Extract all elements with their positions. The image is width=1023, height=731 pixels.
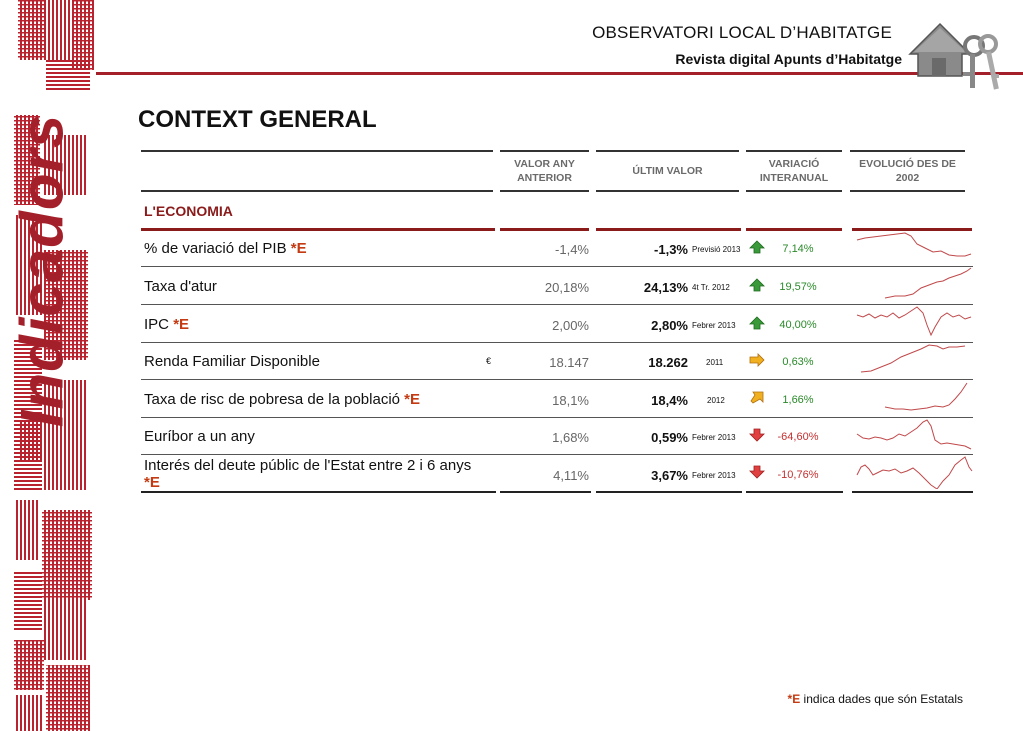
- header-last-label: ÚLTIM VALOR: [632, 165, 703, 177]
- prev-value: 1,68%: [552, 430, 589, 445]
- variation-value: 40,00%: [779, 319, 817, 331]
- row-label-text: Euríbor a un any: [144, 428, 255, 445]
- row-divider: [141, 454, 973, 455]
- last-value: 18.262: [648, 355, 688, 370]
- sidebar-title: Indicadors: [8, 113, 76, 428]
- arrow-right-icon: [749, 353, 765, 367]
- header-subtitle: Revista digital Apunts d’Habitatge: [675, 51, 902, 67]
- prev-value: 4,11%: [553, 468, 589, 483]
- estatal-mark: *E: [404, 391, 421, 408]
- variation-value: -10,76%: [777, 469, 819, 481]
- arrow-up-icon: [749, 278, 765, 292]
- variation-value: 0,63%: [782, 356, 814, 368]
- last-value: 18,4%: [651, 393, 688, 408]
- header-var-l2: INTERANUAL: [759, 172, 829, 184]
- table-row-label: [144, 240, 307, 257]
- estatal-mark: *E: [787, 692, 801, 706]
- sparkline-pobresa: [855, 379, 973, 413]
- header-evolution: [850, 150, 965, 192]
- sparkline-ipc: [855, 303, 973, 337]
- table-bottom-line: [500, 491, 591, 493]
- sparkline-atur: [855, 266, 973, 300]
- row-divider: [141, 266, 973, 267]
- prev-value: 20,18%: [544, 280, 589, 295]
- section-divider: [500, 228, 589, 231]
- row-divider: [141, 304, 973, 305]
- footnote-text: indica dades que són Estatals: [800, 692, 963, 706]
- arrow-diagonal-icon: [749, 390, 765, 404]
- period-label: Febrer 2013: [692, 433, 736, 442]
- row-label-text: Taxa d'atur: [144, 278, 217, 295]
- period-label: Febrer 2013: [692, 471, 736, 480]
- header-evo-l2: 2002: [895, 172, 920, 184]
- header-last-value: [596, 150, 739, 192]
- sidebar-decoration: [0, 0, 100, 731]
- period-label: Previsió 2013: [692, 245, 741, 254]
- header-label-col: [141, 150, 493, 192]
- table-row-label: [144, 316, 189, 333]
- arrow-up-icon: [749, 240, 765, 254]
- arrow-down-icon: [749, 465, 765, 479]
- prev-value: 18,1%: [552, 393, 589, 408]
- prev-value: 2,00%: [552, 318, 589, 333]
- header-prev-value: [500, 150, 589, 192]
- header-evo-l1: EVOLUCIÓ DES DE: [859, 158, 956, 170]
- row-label-text: Taxa de risc de pobresa de la població: [144, 391, 400, 408]
- row-label-text: IPC: [144, 316, 170, 333]
- header-prev-l1: VALOR ANY: [514, 158, 575, 170]
- table-row-label: [144, 353, 320, 370]
- row-divider: [141, 379, 973, 380]
- sparkline-deute: [855, 455, 973, 489]
- row-divider: [141, 342, 973, 343]
- section-title: L'ECONOMIA: [144, 203, 233, 219]
- arrow-up-icon: [749, 316, 765, 330]
- sparkline-renda: [855, 341, 973, 375]
- table-row-label: [144, 428, 255, 445]
- prev-value: 18.147: [549, 355, 589, 370]
- section-divider: [141, 228, 495, 231]
- estatal-mark: *E: [290, 240, 307, 257]
- last-value: 3,67%: [651, 468, 688, 483]
- section-divider: [596, 228, 741, 231]
- row-divider: [141, 417, 973, 418]
- sparkline-pib: [855, 230, 973, 264]
- header-title: OBSERVATORI LOCAL D’HABITATGE: [592, 23, 892, 42]
- section-divider: [746, 228, 842, 231]
- variation-value: 19,57%: [779, 281, 817, 293]
- row-label-text: % de variació del PIB: [144, 240, 287, 257]
- estatal-mark: *E: [144, 474, 160, 491]
- house-keys-logo: [900, 10, 1005, 98]
- period-label: 2011: [706, 358, 724, 367]
- last-value: 24,13%: [643, 280, 688, 295]
- row-label-text: Renda Familiar Disponible: [144, 353, 320, 370]
- footnote: [788, 692, 963, 706]
- prev-value: -1,4%: [555, 242, 589, 257]
- variation-value: 1,66%: [782, 394, 814, 406]
- last-value: 2,80%: [651, 318, 688, 333]
- table-bottom-line: [852, 491, 973, 493]
- last-value: 0,59%: [651, 430, 688, 445]
- table-bottom-line: [141, 491, 496, 493]
- arrow-down-icon: [749, 428, 765, 442]
- header-prev-l2: ANTERIOR: [517, 172, 572, 184]
- table-row-label: [144, 391, 420, 408]
- variation-value: 7,14%: [782, 243, 814, 255]
- unit-label: €: [486, 356, 492, 366]
- table-row-label: [144, 278, 217, 295]
- table-bottom-line: [746, 491, 843, 493]
- period-label: 2012: [707, 396, 725, 405]
- page-title: CONTEXT GENERAL: [138, 106, 377, 133]
- variation-value: -64,60%: [777, 431, 819, 443]
- table-bottom-line: [596, 491, 742, 493]
- header-divider: [96, 72, 1023, 75]
- sparkline-euribor: [855, 416, 973, 450]
- header-variation: [746, 150, 842, 192]
- period-label: 4t Tr. 2012: [692, 283, 730, 292]
- period-label: Febrer 2013: [692, 321, 736, 330]
- estatal-mark: *E: [173, 316, 190, 333]
- table-row-label: [144, 457, 474, 491]
- header-var-l1: VARIACIÓ: [768, 158, 820, 170]
- last-value: -1,3%: [654, 242, 688, 257]
- row-label-text: Interés del deute públic de l'Estat entre 2 i 6 anys: [144, 457, 472, 474]
